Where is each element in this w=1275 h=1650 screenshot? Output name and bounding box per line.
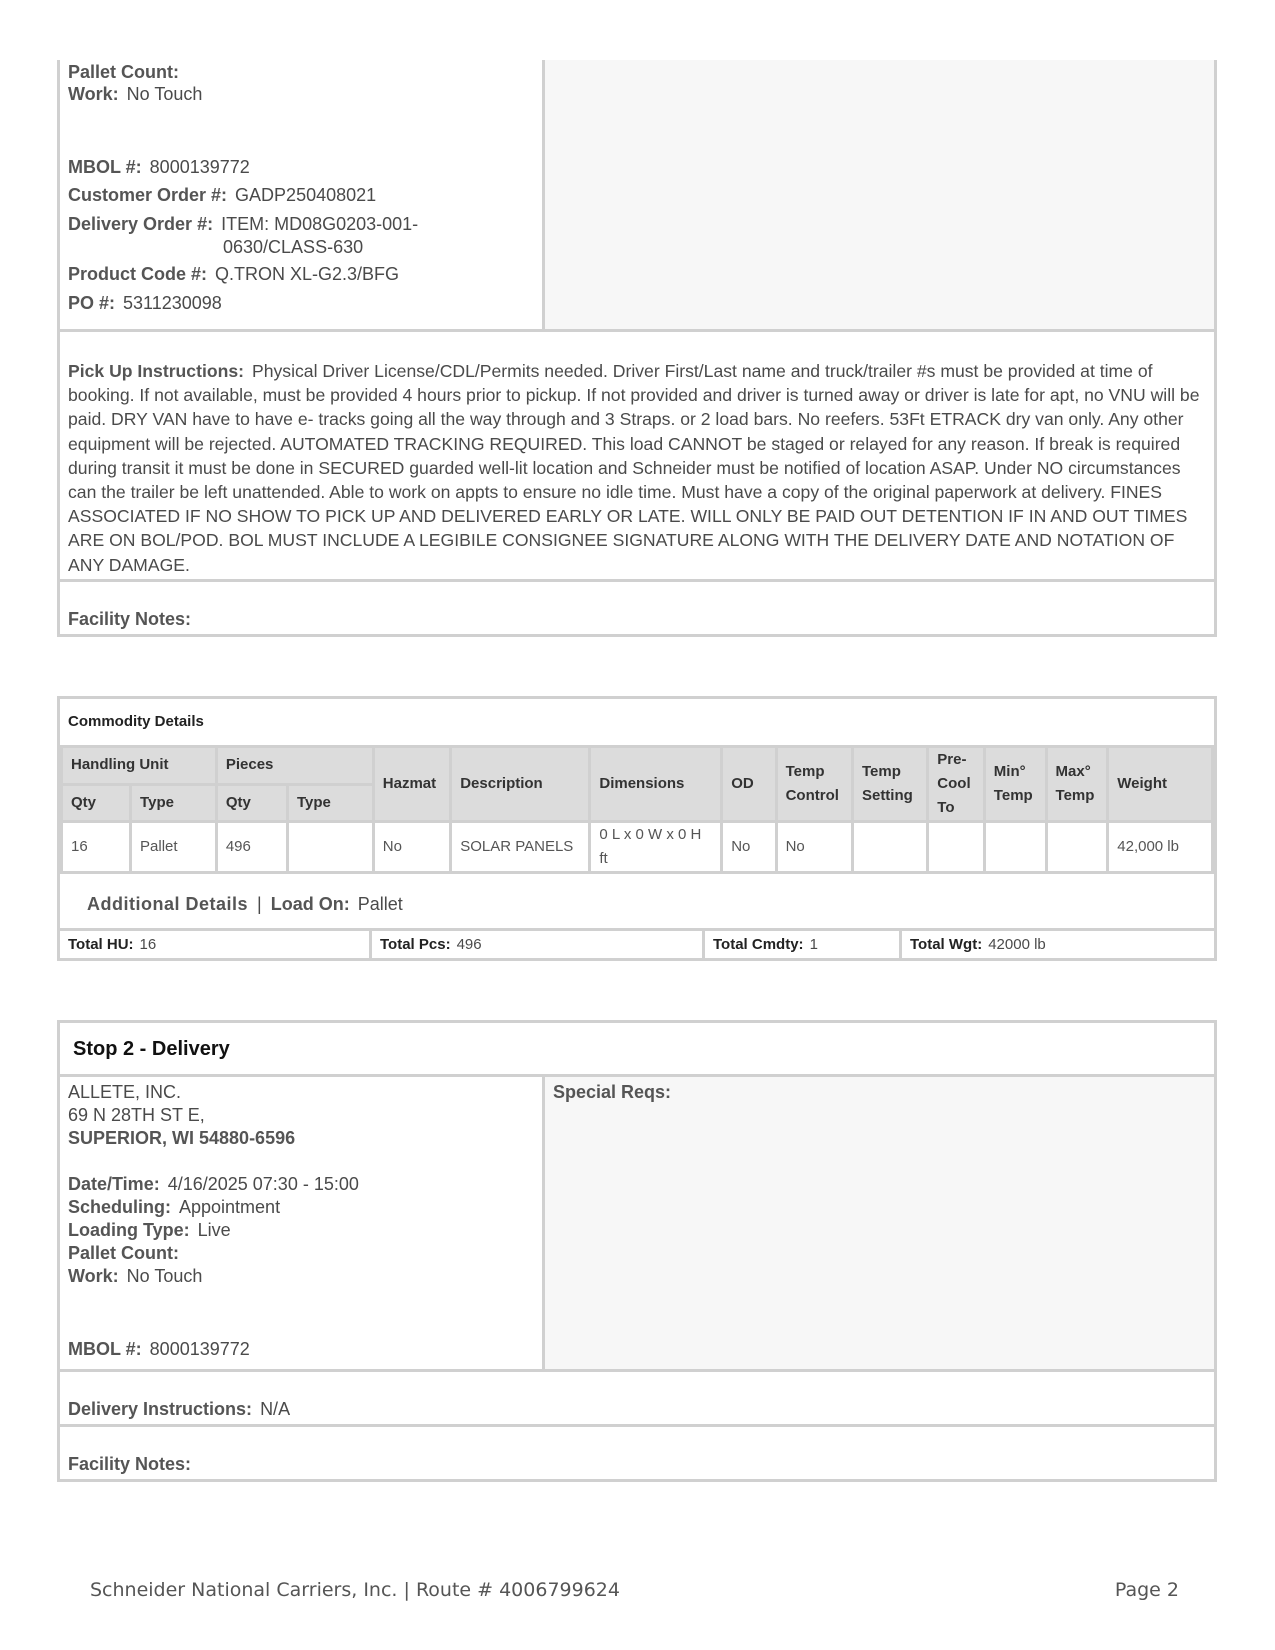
header-min-temp: Min° Temp <box>984 747 1046 822</box>
commodity-details-panel <box>57 696 1217 961</box>
special-reqs-label: Special Reqs: <box>553 1082 672 1102</box>
pickup-instructions-panel <box>57 329 1217 582</box>
work-row: Work: No Touch <box>68 84 203 104</box>
stop2-special-reqs-area <box>545 1077 1214 1369</box>
header-handling-unit: Handling Unit <box>62 747 217 785</box>
total-hu: Total HU: 16 <box>60 931 372 958</box>
delivery-order-row: Delivery Order #: ITEM: MD08G0203-001- 0630/CLASS-630 <box>68 214 419 257</box>
street-address: 69 N 28TH ST E, <box>68 1105 205 1125</box>
commodity-table <box>60 745 1214 874</box>
commodity-title: Commodity Details <box>68 713 204 730</box>
cell-min-temp <box>984 822 1046 873</box>
po-row: PO #: 5311230098 <box>68 293 222 313</box>
additional-details-row <box>60 877 1214 931</box>
company-name: ALLETE, INC. <box>68 1082 182 1102</box>
stop2-panel <box>57 1020 1217 1372</box>
cell-description: SOLAR PANELS <box>451 822 590 873</box>
footer-route: Schneider National Carriers, Inc. | Route # 4006799624 <box>90 1579 620 1601</box>
facility-notes-label: Facility Notes: <box>68 1454 192 1474</box>
header-pieces: Pieces <box>216 747 373 785</box>
commodity-totals <box>60 931 1214 958</box>
additional-details: Additional Details | Load On: Pallet <box>87 894 403 914</box>
product-code-row: Product Code #: Q.TRON XL-G2.3/BFG <box>68 264 400 284</box>
header-hazmat: Hazmat <box>373 747 450 822</box>
total-pcs: Total Pcs: 496 <box>372 931 705 958</box>
header-weight: Weight <box>1108 747 1213 822</box>
header-pre-cool-to: Pre-Cool To <box>928 747 985 822</box>
header-temp-setting: Temp Setting <box>852 747 927 822</box>
total-wgt: Total Wgt: 42000 lb <box>910 936 1046 953</box>
mbol-row: MBOL #: 8000139772 <box>68 157 250 177</box>
stop2-title: Stop 2 - Delivery <box>73 1038 230 1060</box>
datetime-row: Date/Time: 4/16/2025 07:30 - 15:00 <box>68 1174 359 1194</box>
stop1-facility-notes-panel <box>57 579 1217 637</box>
facility-notes-label: Facility Notes: <box>68 609 192 629</box>
stop2-facility-notes-panel <box>57 1424 1217 1482</box>
mbol-row: MBOL #: 8000139772 <box>68 1339 250 1359</box>
header-od: OD <box>722 747 776 822</box>
cell-weight: 42,000 lb <box>1108 822 1213 873</box>
pallet-count-row: Pallet Count: <box>68 1243 179 1263</box>
loading-type-row: Loading Type: Live <box>68 1220 231 1240</box>
header-hu-qty: Qty <box>62 784 131 822</box>
cell-pre-cool-to <box>928 822 985 873</box>
table-row <box>62 822 1213 873</box>
page-number: Page 2 <box>1114 1579 1179 1601</box>
cell-dimensions: 0 L x 0 W x 0 H ft <box>590 822 722 873</box>
stop2-info-column <box>60 1077 545 1369</box>
header-dimensions: Dimensions <box>590 747 722 822</box>
cell-pc-qty: 496 <box>216 822 287 873</box>
delivery-instructions: Delivery Instructions: N/A <box>68 1399 291 1419</box>
stop1-special-reqs-area <box>545 60 1214 329</box>
city-state-zip: SUPERIOR, WI 54880-6596 <box>68 1128 296 1148</box>
cell-hu-qty: 16 <box>62 822 131 873</box>
cell-max-temp <box>1046 822 1108 873</box>
stop1-details-panel <box>57 60 1217 332</box>
total-cmdty: Total Cmdty: 1 <box>705 931 902 958</box>
cell-temp-control: No <box>776 822 852 873</box>
cell-hu-type: Pallet <box>131 822 217 873</box>
pickup-instructions: Pick Up Instructions: Physical Driver License/CDL/Permits needed. Driver First/Last name and truck/trailer #s must be provided at time of booking. If not available, must be provided 4 hours prior to pickup. If not provided and driver is turned away or driver is late for apt, no VNU will be paid. DRY VAN have to have e- tracks going all the way through and 3 Straps. or 2 load bars. No reefers. 53Ft ETRACK dry van only. Any other equipment will be rejected. AUTOMATED TRACKING REQUIRED. This load CANNOT be staged or relayed for any reason. If break is required during transit it must be done in SECURED guarded well-lit location and Schneider must be notified of location ASAP. Under NO circumstances can the trailer be left unattended. Able to work on appts to ensure no idle time. Must have a copy of the original paperwork at delivery. FINES ASSOCIATED IF NO SHOW TO PICK UP AND DELIVERED EARLY OR LATE. WILL ONLY BE PAID OUT DETENTION IF IN AND OUT TIMES ARE ON BOL/POD. BOL MUST INCLUDE A LEGIBILE CONSIGNEE SIGNATURE ALONG WITH THE DELIVERY DATE AND NOTATION OF ANY DAMAGE. <box>68 361 1200 575</box>
header-description: Description <box>451 747 590 822</box>
scheduling-row: Scheduling: Appointment <box>68 1197 281 1217</box>
delivery-instructions-panel <box>57 1369 1217 1427</box>
customer-order-row: Customer Order #: GADP250408021 <box>68 185 377 205</box>
header-pc-qty: Qty <box>216 784 287 822</box>
cell-od: No <box>722 822 776 873</box>
cell-hazmat: No <box>373 822 450 873</box>
header-max-temp: Max° Temp <box>1046 747 1108 822</box>
stop2-header <box>60 1023 1214 1077</box>
cell-temp-setting <box>852 822 927 873</box>
pallet-count-row: Pallet Count: <box>68 62 179 82</box>
header-temp-control: Temp Control <box>776 747 852 822</box>
stop1-info-column <box>60 60 545 329</box>
cell-pc-type <box>287 822 373 873</box>
work-row: Work: No Touch <box>68 1266 203 1286</box>
header-hu-type: Type <box>131 784 217 822</box>
header-pc-type: Type <box>287 784 373 822</box>
